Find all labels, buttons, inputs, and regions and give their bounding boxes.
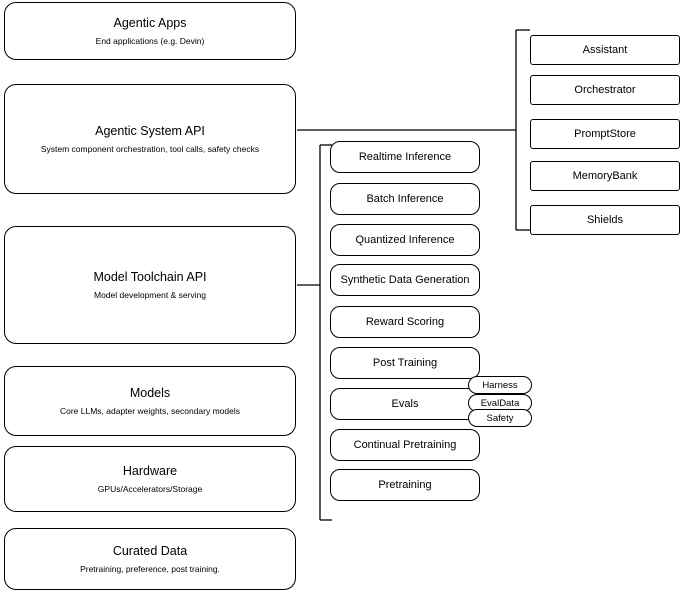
layer-subtitle: Model development & serving	[94, 290, 206, 300]
toolchain-item-label: Synthetic Data Generation	[340, 274, 470, 286]
evals-subitem-label: Harness	[482, 379, 518, 391]
layer-agentic-system-api[interactable]	[4, 84, 296, 194]
evals-subitem-safety[interactable]	[468, 409, 532, 427]
layer-models[interactable]	[4, 366, 296, 436]
layer-title: Models	[129, 386, 171, 400]
agentic-component-label: Shields	[586, 214, 624, 226]
layer-hardware[interactable]	[4, 446, 296, 512]
layer-title: Agentic System API	[95, 124, 205, 138]
toolchain-item-label: Realtime Inference	[358, 151, 452, 163]
layer-agentic-apps[interactable]	[4, 2, 296, 60]
layer-title: Model Toolchain API	[93, 270, 207, 284]
toolchain-item-pretraining[interactable]	[330, 469, 480, 501]
toolchain-item-label: Reward Scoring	[365, 316, 445, 328]
toolchain-item-label: Quantized Inference	[355, 234, 455, 246]
layer-subtitle: Pretraining, preference, post training.	[80, 564, 220, 574]
toolchain-item-label: Evals	[391, 398, 419, 410]
toolchain-item-label: Post Training	[372, 357, 438, 369]
agentic-component-promptstore[interactable]	[530, 119, 680, 149]
layer-subtitle: Core LLMs, adapter weights, secondary models	[59, 406, 240, 416]
layer-model-toolchain-api[interactable]	[4, 226, 296, 344]
toolchain-item-label: Pretraining	[378, 479, 432, 491]
layer-title: Curated Data	[112, 544, 188, 558]
agentic-component-label: MemoryBank	[572, 170, 638, 182]
evals-subitem-label: Safety	[486, 412, 514, 424]
toolchain-item-quantized-inference[interactable]	[330, 224, 480, 256]
agentic-component-label: Orchestrator	[574, 84, 636, 96]
toolchain-item-post-training[interactable]	[330, 347, 480, 379]
agentic-component-assistant[interactable]	[530, 35, 680, 65]
layer-subtitle: End applications (e.g. Devin)	[95, 36, 205, 46]
toolchain-item-evals[interactable]	[330, 388, 480, 420]
toolchain-item-label: Batch Inference	[366, 193, 444, 205]
evals-subitem-label: EvalData	[480, 397, 520, 409]
toolchain-item-label: Continual Pretraining	[353, 439, 457, 451]
toolchain-item-reward-scoring[interactable]	[330, 306, 480, 338]
agentic-component-shields[interactable]	[530, 205, 680, 235]
toolchain-item-synthetic-data-generation[interactable]	[330, 264, 480, 296]
evals-subitem-harness[interactable]	[468, 376, 532, 394]
layer-subtitle: System component orchestration, tool calls, safety checks	[40, 144, 260, 154]
layer-title: Hardware	[122, 464, 178, 478]
agentic-component-label: Assistant	[582, 44, 628, 56]
toolchain-item-continual-pretraining[interactable]	[330, 429, 480, 461]
agentic-component-memorybank[interactable]	[530, 161, 680, 191]
toolchain-item-batch-inference[interactable]	[330, 183, 480, 215]
toolchain-item-realtime-inference[interactable]	[330, 141, 480, 173]
layer-subtitle: GPUs/Accelerators/Storage	[97, 484, 203, 494]
layer-title: Agentic Apps	[113, 16, 187, 30]
agentic-component-label: PromptStore	[574, 128, 636, 140]
layer-curated-data[interactable]	[4, 528, 296, 590]
agentic-component-orchestrator[interactable]	[530, 75, 680, 105]
